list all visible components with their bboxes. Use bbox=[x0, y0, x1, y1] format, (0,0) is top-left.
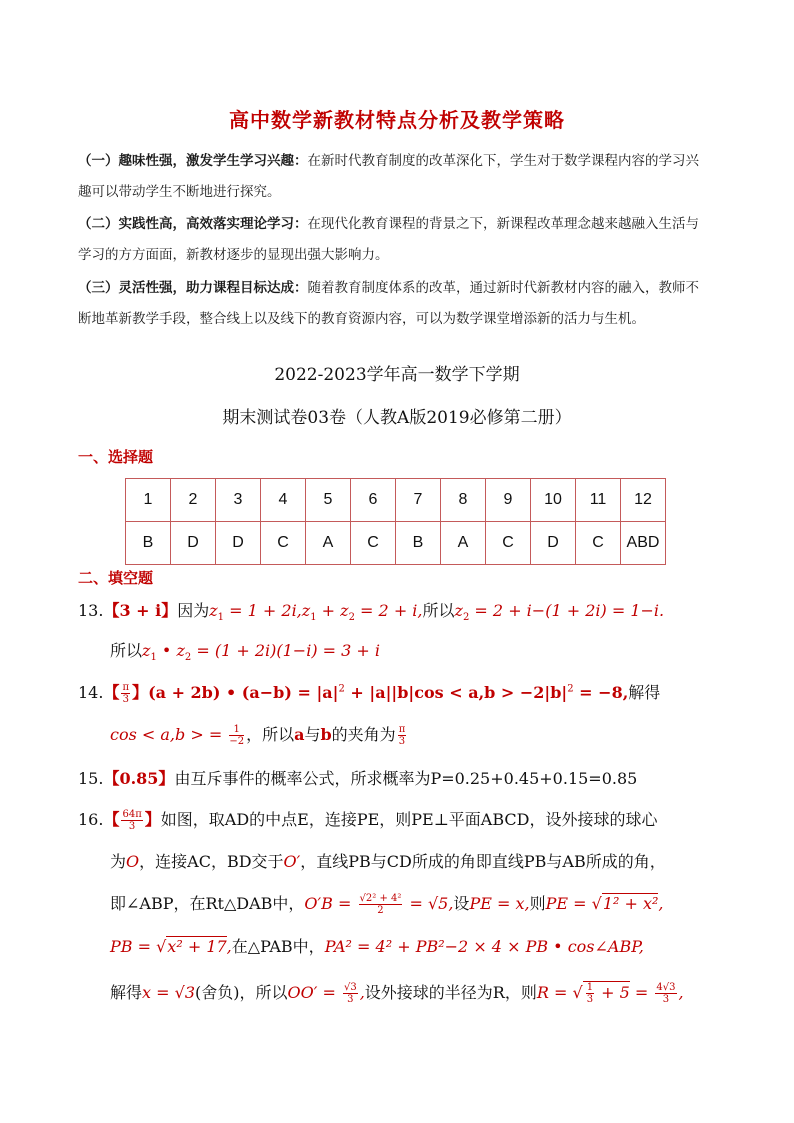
q16-math: O bbox=[126, 852, 140, 871]
fraction-numerator: 1 bbox=[586, 982, 594, 993]
q13-text: 所以 bbox=[110, 641, 143, 660]
q16-line2 bbox=[110, 849, 666, 872]
feature-lead: （三）灵活性强，助力课程目标达成： bbox=[78, 280, 308, 296]
q14-math: = −8, bbox=[573, 683, 629, 702]
q14-answer: 】 bbox=[132, 683, 149, 702]
q13-math: = 1 + 2i,z bbox=[224, 601, 311, 620]
fraction-denominator: 3 bbox=[347, 994, 354, 1005]
q14-math: 2 bbox=[567, 683, 574, 695]
fraction-denominator: −2 bbox=[229, 736, 245, 747]
q13-math: z bbox=[454, 601, 463, 620]
answer-cell: C bbox=[576, 522, 621, 565]
q13-math: z bbox=[209, 601, 218, 620]
feature-text: 在新时代教育制度的改革深化下，学生对于数学课程内容的学习兴 bbox=[307, 153, 699, 169]
q13-math: + z bbox=[316, 601, 349, 620]
q16-math: = √5, bbox=[404, 894, 454, 913]
q16-text: 即∠ABP，在Rt△DAB中， bbox=[110, 894, 305, 913]
q13-line1 bbox=[78, 598, 664, 623]
question-number-cell: 10 bbox=[531, 479, 576, 522]
q16-text: 在△PAB中， bbox=[231, 937, 325, 956]
q16-fraction bbox=[359, 893, 403, 916]
question-number-cell: 5 bbox=[306, 479, 351, 522]
q16-math: O′B = bbox=[304, 894, 357, 913]
q16-fraction bbox=[655, 982, 676, 1005]
q16-fraction bbox=[343, 982, 358, 1005]
q13-math: 2 bbox=[184, 652, 192, 664]
answer-cell: D bbox=[216, 522, 261, 565]
q14-math: (a + 2b) • (a−b) = |a| bbox=[148, 683, 339, 702]
fraction-denominator: 3 bbox=[398, 736, 406, 747]
table-row-numbers bbox=[126, 479, 666, 522]
q16-math: , bbox=[658, 894, 664, 913]
q13-answer: 【3 + i】 bbox=[103, 601, 178, 620]
question-number-cell: 12 bbox=[621, 479, 666, 522]
fraction-numerator: √3 bbox=[343, 982, 357, 993]
q13-text: 所以 bbox=[422, 601, 455, 620]
fraction-numerator: 64π bbox=[122, 809, 142, 820]
question-number-cell: 7 bbox=[396, 479, 441, 522]
question-number-cell: 11 bbox=[576, 479, 621, 522]
q14-math: cos < a,b > = bbox=[110, 725, 228, 744]
q16-fraction bbox=[586, 982, 594, 1005]
question-number-cell: 3 bbox=[216, 479, 261, 522]
q16-text: ，连接AC，BD交于 bbox=[139, 852, 284, 871]
feature-paragraph-2 bbox=[78, 209, 738, 271]
feature-paragraph-3 bbox=[78, 273, 738, 335]
q14-math: + |a||b|cos < a,b > −2|b| bbox=[344, 683, 568, 702]
q16-math: = bbox=[629, 983, 654, 1002]
q16-math: PA² = 4² + PB²−2 × 4 × PB • cos∠ABP, bbox=[324, 937, 644, 956]
answer-cell: A bbox=[306, 522, 351, 565]
q13-math: 1 bbox=[310, 612, 317, 624]
q16-math: OO′ = bbox=[287, 983, 341, 1002]
exam-title-line1: 2022-2023学年高一数学下学期 bbox=[274, 365, 520, 385]
q16-math: 1² + x² bbox=[602, 894, 659, 913]
q13-text: 因为 bbox=[177, 601, 210, 620]
q14-math: 2 bbox=[338, 683, 345, 695]
q13-math: = (1 + 2i)(1−i) = 3 + i bbox=[191, 641, 381, 660]
q16-math: x² + 17 bbox=[167, 937, 227, 956]
q14-text: 解得 bbox=[628, 683, 661, 702]
q16-sqrt bbox=[583, 981, 630, 1005]
q14-answer: 【 bbox=[103, 683, 120, 702]
q14-answer-fraction bbox=[121, 682, 130, 705]
feature-lead: （一）趣味性强，激发学生学习兴趣： bbox=[78, 153, 308, 169]
fraction-denominator: 3 bbox=[122, 694, 129, 705]
q14-line2 bbox=[110, 722, 408, 747]
q16-math: PE = √ bbox=[545, 894, 602, 913]
table-row-answers bbox=[126, 522, 666, 565]
q13-math: = 2 + i, bbox=[354, 601, 423, 620]
q16-math: PB = √ bbox=[110, 937, 167, 956]
q16-answer: 【 bbox=[103, 810, 120, 829]
q13-math: 2 bbox=[348, 612, 355, 624]
feature-lead: （二）实践性高，高效落实理论学习： bbox=[78, 216, 308, 232]
feature-text: 在现代化教育课程的背景之下，新课程改革理念越来越融入生活与 bbox=[307, 216, 699, 232]
q16-text: 解得 bbox=[110, 983, 143, 1002]
q16-math: x = √3 bbox=[142, 983, 195, 1002]
q15-text: 由互斥事件的概率公式，所求概率为P=0.25+0.45+0.15=0.85 bbox=[174, 769, 638, 788]
q14-fraction bbox=[229, 724, 244, 747]
fraction-numerator: 1 bbox=[229, 724, 244, 736]
q13-line2 bbox=[110, 638, 380, 663]
answer-table bbox=[125, 478, 666, 565]
question-number: 14. bbox=[78, 683, 104, 702]
q16-answer-fraction bbox=[121, 809, 142, 832]
q14-math: b bbox=[320, 725, 332, 744]
answer-cell: C bbox=[351, 522, 396, 565]
q13-math: 1 bbox=[217, 612, 225, 624]
q15-line bbox=[78, 766, 637, 789]
fraction-denominator: 3 bbox=[662, 994, 670, 1005]
feature-text: 学习的方方面面，新教材逐步的显现出强大影响力。 bbox=[78, 247, 389, 263]
q14-text: 的夹角为 bbox=[331, 725, 396, 744]
q16-text: 则 bbox=[529, 894, 546, 913]
q15-answer: 【0.85】 bbox=[103, 769, 175, 788]
exam-title-line2: 期末测试卷03卷（人教A版2019必修第二册） bbox=[222, 408, 572, 428]
q16-math: , bbox=[359, 983, 365, 1002]
q14-fraction bbox=[398, 724, 407, 747]
question-number: 15. bbox=[78, 769, 104, 788]
q14-math: a bbox=[294, 725, 305, 744]
q16-text: ，所以 bbox=[239, 983, 288, 1002]
q16-text: ，直线PB与CD所成的角即直线PB与AB所成的角， bbox=[300, 852, 666, 871]
q16-math: O′ bbox=[283, 852, 301, 871]
q16-line1 bbox=[78, 807, 657, 832]
question-number-cell: 9 bbox=[486, 479, 531, 522]
fraction-denominator: 2 bbox=[377, 905, 384, 916]
feature-text: 趣可以带动学生不断地进行探究。 bbox=[78, 184, 281, 200]
q14-line1 bbox=[78, 680, 660, 705]
q16-math: R = √ bbox=[536, 983, 583, 1002]
answer-cell: B bbox=[126, 522, 171, 565]
answer-cell: C bbox=[261, 522, 306, 565]
question-number-cell: 1 bbox=[126, 479, 171, 522]
question-number-cell: 6 bbox=[351, 479, 396, 522]
q13-math: • z bbox=[156, 641, 185, 660]
q16-answer: 】 bbox=[144, 810, 161, 829]
question-number: 16. bbox=[78, 810, 104, 829]
fraction-numerator: π bbox=[398, 724, 406, 735]
fraction-numerator: π bbox=[122, 682, 130, 693]
feature-text: 断地革新教学手段，整合线上以及线下的教育资源内容，可以为数学课堂增添新的活力与生机。 bbox=[78, 311, 645, 327]
fraction-denominator: 3 bbox=[128, 821, 136, 832]
answer-cell: D bbox=[171, 522, 216, 565]
q16-math: , bbox=[226, 937, 232, 956]
q16-text: 如图，取AD的中点E，连接PE，则PE⊥平面ABCD，设外接球的球心 bbox=[160, 810, 658, 829]
q16-text: 设 bbox=[453, 894, 470, 913]
question-number-cell: 8 bbox=[441, 479, 486, 522]
q13-math: z bbox=[142, 641, 151, 660]
q13-math: 1 bbox=[150, 652, 157, 664]
answer-cell: C bbox=[486, 522, 531, 565]
q13-math: 2 bbox=[462, 612, 470, 624]
section-heading-fill: 二、填空题 bbox=[78, 569, 154, 587]
question-number-cell: 4 bbox=[261, 479, 306, 522]
q16-line5 bbox=[110, 980, 684, 1005]
question-number: 13. bbox=[78, 601, 104, 620]
q16-math: , bbox=[678, 983, 684, 1002]
q16-line4 bbox=[110, 934, 644, 957]
section-heading-choice: 一、选择题 bbox=[78, 448, 154, 466]
answer-cell: D bbox=[531, 522, 576, 565]
q14-text: ，所以 bbox=[246, 725, 295, 744]
q16-text: 设外接球的半径为R，则 bbox=[364, 983, 537, 1002]
fraction-denominator: 3 bbox=[586, 994, 594, 1005]
q16-math: PE = x, bbox=[469, 894, 530, 913]
answer-cell: ABD bbox=[621, 522, 666, 565]
question-number-cell: 2 bbox=[171, 479, 216, 522]
q16-math: + 5 bbox=[596, 983, 630, 1002]
q14-text: 与 bbox=[304, 725, 321, 744]
feature-text: 随着教育制度体系的改革，通过新时代新教材内容的融入，教师不 bbox=[307, 280, 699, 296]
q16-text: 为 bbox=[110, 852, 127, 871]
fraction-numerator: 4√3 bbox=[656, 982, 676, 993]
document-title: 高中数学新教材特点分析及教学策略 bbox=[229, 108, 565, 132]
feature-paragraph-1 bbox=[78, 146, 738, 208]
answer-cell: A bbox=[441, 522, 486, 565]
q16-line3 bbox=[110, 891, 664, 916]
q13-math: = 2 + i−(1 + 2i) = 1−i. bbox=[469, 601, 665, 620]
answer-cell: B bbox=[396, 522, 441, 565]
q16-text: (舍负) bbox=[195, 983, 240, 1002]
fraction-numerator: √2² + 4² bbox=[359, 893, 402, 904]
